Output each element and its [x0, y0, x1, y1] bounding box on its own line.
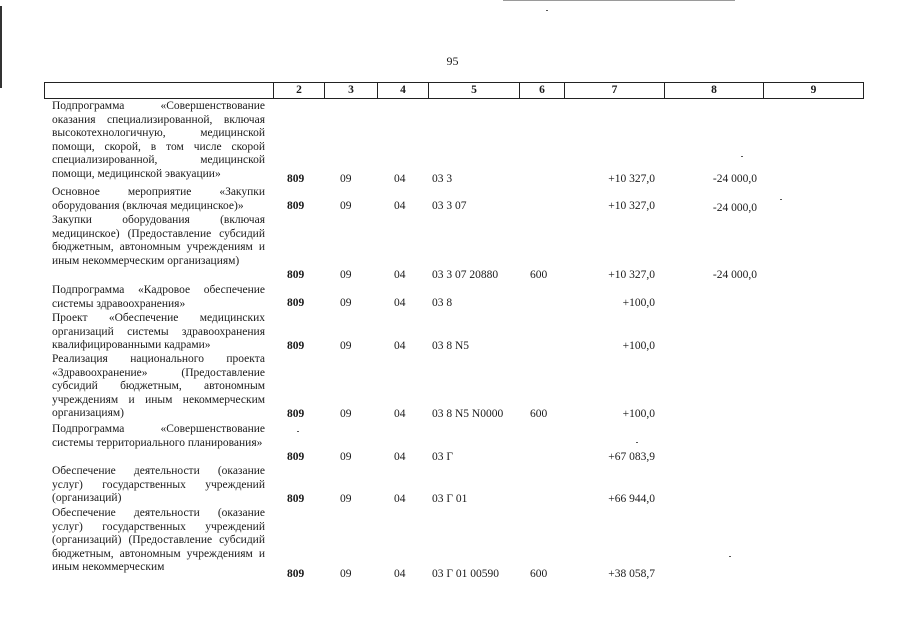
section-code: 09	[340, 568, 352, 580]
section-code: 09	[340, 297, 352, 309]
row-description: Подпрограмма «Кадровое обеспечение системы здравоохранения»	[52, 284, 265, 310]
grbs-code: 809	[287, 568, 305, 580]
scan-speck	[297, 431, 299, 432]
header-cell-2: 2	[274, 83, 325, 98]
scan-speck	[729, 556, 731, 557]
expense-type-code: 600	[530, 568, 548, 580]
grbs-code: 809	[287, 297, 305, 309]
target-article-code: 03 8 N5	[432, 340, 470, 352]
subsection-code: 04	[394, 297, 406, 309]
amount-col7: +38 058,7	[608, 568, 655, 580]
amount-col8: -24 000,0	[712, 173, 757, 185]
expense-type-code: 600	[530, 408, 548, 420]
target-article-code: 03 3	[432, 173, 453, 185]
section-code: 09	[340, 269, 352, 281]
row-description: Подпрограмма «Совершенствование оказания специализированной, включая высокотехнологичную, медицинской помощи, скорой, в том числе скорой специализированной, медицинской помощи, медицинской эвакуации»	[52, 100, 265, 180]
row-description: Обеспечение деятельности (оказание услуг) государственных учреждений (организаций)	[52, 465, 265, 505]
target-article-code: 03 8 N5 N0000	[432, 408, 504, 420]
section-code: 09	[340, 340, 352, 352]
subsection-code: 04	[394, 451, 406, 463]
grbs-code: 809	[287, 173, 305, 185]
row-description: Проект «Обеспечение медицинских организаций системы здравоохранения квалифицированными кадрами»	[52, 312, 265, 352]
subsection-code: 04	[394, 493, 406, 505]
grbs-code: 809	[287, 340, 305, 352]
amount-col7: +10 327,0	[608, 269, 655, 281]
section-code: 09	[340, 408, 352, 420]
target-article-code: 03 Г	[432, 451, 454, 463]
target-article-code: 03 8	[432, 297, 453, 309]
grbs-code: 809	[287, 451, 305, 463]
grbs-code: 809	[287, 200, 305, 212]
scan-speck	[780, 199, 782, 200]
row-description: Закупки оборудования (включая медицинское) (Предоставление субсидий бюджетным, автономным учреждениям и иным некоммерческим организациям)	[52, 214, 265, 267]
header-cell-1	[45, 83, 274, 98]
header-cell-6: 6	[520, 83, 565, 98]
scan-speck	[636, 442, 638, 443]
subsection-code: 04	[394, 568, 406, 580]
scan-speck	[741, 156, 743, 157]
header-cell-7: 7	[565, 83, 665, 98]
grbs-code: 809	[287, 493, 305, 505]
section-code: 09	[340, 200, 352, 212]
table-header	[44, 82, 864, 99]
section-code: 09	[340, 451, 352, 463]
row-description: Обеспечение деятельности (оказание услуг) государственных учреждений (организаций) (Предоставление субсидий бюджетным, автономным учреждениям и иным некоммерческим	[52, 507, 265, 574]
header-cell-4: 4	[378, 83, 429, 98]
header-cell-5: 5	[429, 83, 520, 98]
page-number: 95	[446, 54, 459, 68]
target-article-code: 03 Г 01 00590	[432, 568, 500, 580]
header-cell-3: 3	[325, 83, 378, 98]
header-cell-9: 9	[764, 83, 864, 98]
amount-col7: +67 083,9	[608, 451, 655, 463]
grbs-code: 809	[287, 408, 305, 420]
row-description: Основное мероприятие «Закупки оборудования (включая медицинское)»	[52, 186, 265, 212]
target-article-code: 03 3 07 20880	[432, 269, 499, 281]
scan-edge-mark	[0, 6, 2, 88]
row-description: Подпрограмма «Совершенствование системы территориального планирования»	[52, 423, 265, 449]
scan-line	[503, 0, 735, 1]
amount-col8: -24 000,0	[712, 202, 757, 214]
amount-col7: +100,0	[622, 340, 655, 352]
target-article-code: 03 3 07	[432, 200, 467, 212]
amount-col7: +10 327,0	[608, 200, 655, 212]
row-description: Реализация национального проекта «Здравоохранение» (Предоставление субсидий бюджетным, автономным учреждениям и иным некоммерческим организациям)	[52, 353, 265, 420]
section-code: 09	[340, 173, 352, 185]
scan-speck	[546, 10, 548, 11]
subsection-code: 04	[394, 269, 406, 281]
grbs-code: 809	[287, 269, 305, 281]
section-code: 09	[340, 493, 352, 505]
target-article-code: 03 Г 01	[432, 493, 468, 505]
subsection-code: 04	[394, 200, 406, 212]
amount-col8: -24 000,0	[712, 269, 757, 281]
subsection-code: 04	[394, 340, 406, 352]
header-cell-8: 8	[665, 83, 764, 98]
subsection-code: 04	[394, 408, 406, 420]
amount-col7: +66 944,0	[608, 493, 655, 505]
expense-type-code: 600	[530, 269, 548, 281]
amount-col7: +100,0	[622, 297, 655, 309]
amount-col7: +100,0	[622, 408, 655, 420]
amount-col7: +10 327,0	[608, 173, 655, 185]
subsection-code: 04	[394, 173, 406, 185]
